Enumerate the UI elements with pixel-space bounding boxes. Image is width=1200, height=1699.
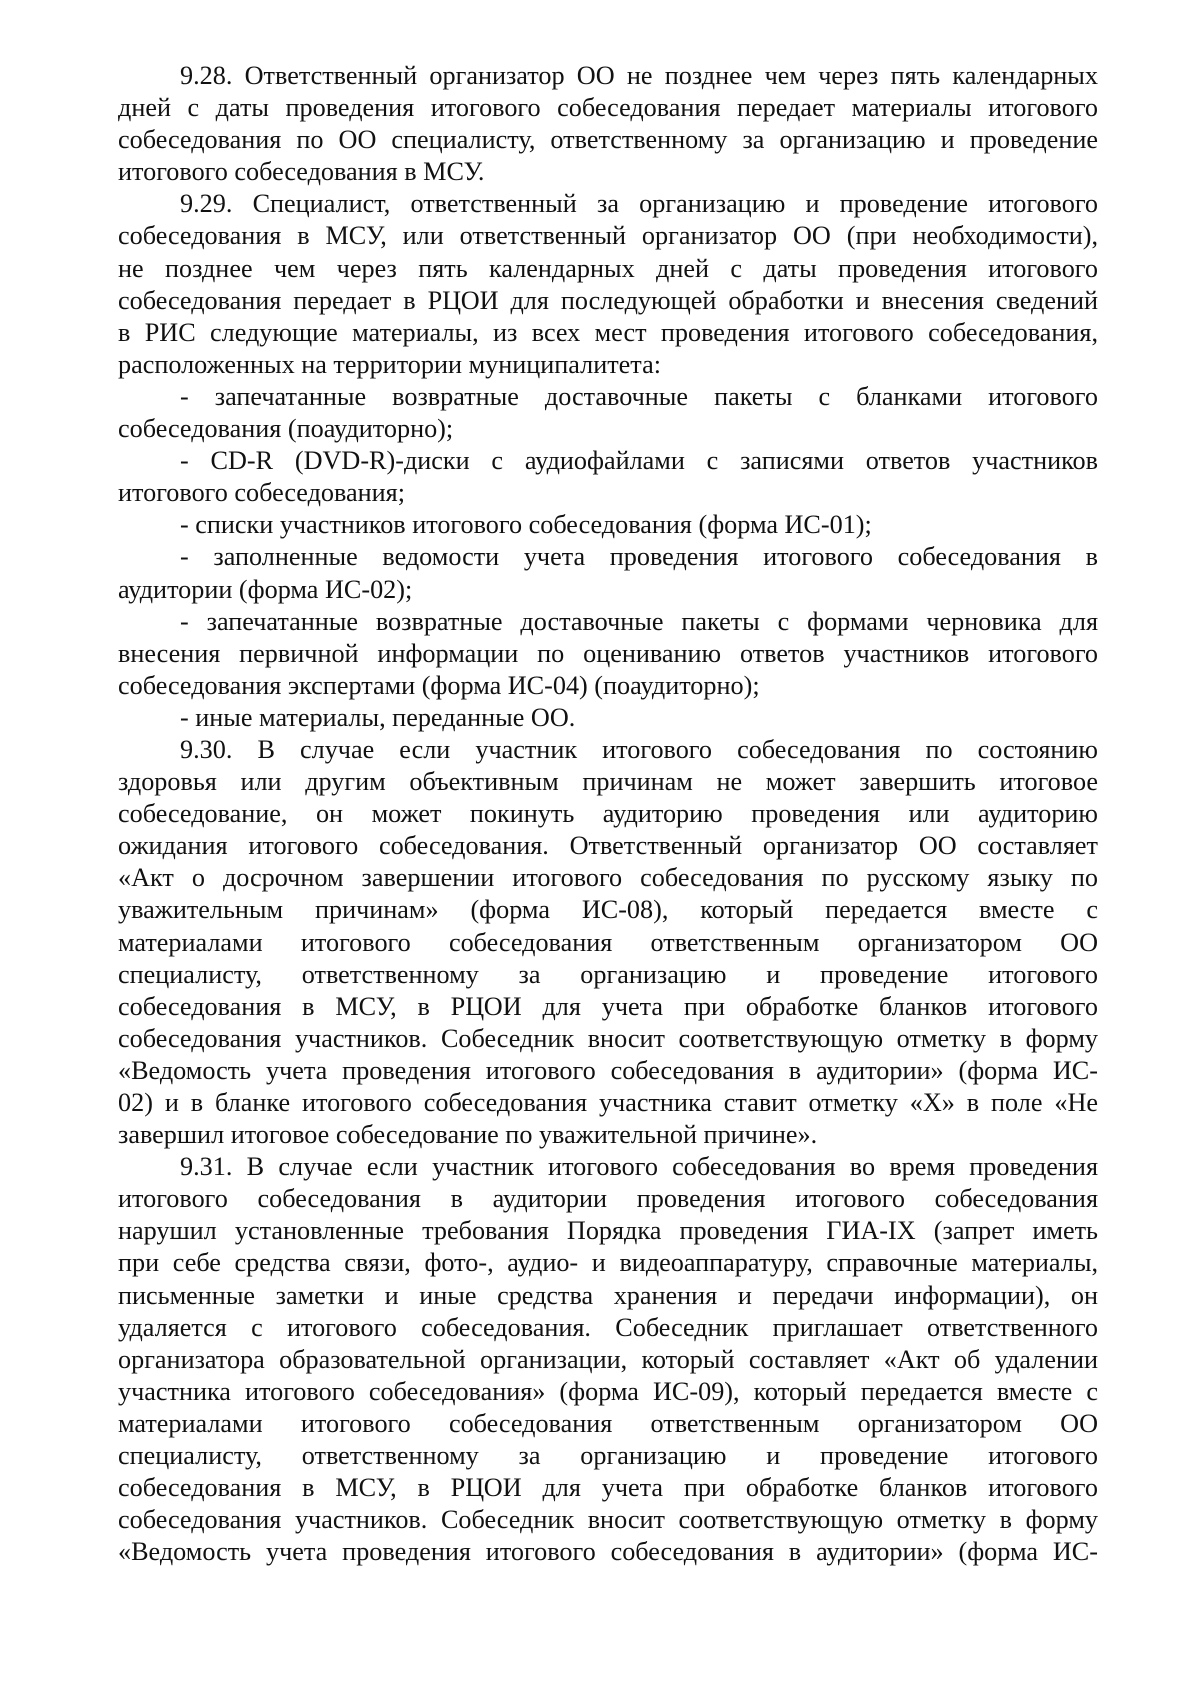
text-line: при себе средства связи, фото-, аудио- и видеоаппаратуру, справочные материалы, (118, 1248, 1098, 1278)
text-line: - заполненные ведомости учета проведения итогового собеседования в (180, 542, 1098, 572)
text-line: 9.28. Ответственный организатор ОО не позднее чем через пять календарных (180, 61, 1098, 90)
text-line: собеседования участников. Собеседник вносит соответствующую отметку в форму (118, 1023, 1098, 1053)
list-item (118, 445, 1098, 509)
text-line: материалами итогового собеседования ответственным организатором ОО (118, 927, 1098, 957)
document-page (118, 60, 1098, 1568)
text-line: 02) и в бланке итогового собеседования участника ставит отметку «Х» в поле «Не (118, 1088, 1098, 1117)
list-item (118, 541, 1098, 605)
text-line: удаляется с итогового собеседования. Собеседник приглашает ответственного (118, 1312, 1098, 1342)
text-line: в РИС следующие материалы, из всех мест проведения итогового собеседования, (118, 317, 1098, 347)
text-line: внесения первичной информации по оцениванию ответов участников итогового (118, 638, 1098, 668)
text-line: «Ведомость учета проведения итогового собеседования в аудитории» (форма ИС- (118, 1537, 1098, 1567)
text-line: собеседования экспертами (форма ИС-04) (поаудиторно); (118, 670, 760, 700)
text-line: расположенных на территории муниципалитета: (118, 349, 661, 379)
text-line: «Акт о досрочном завершении итогового собеседования по русскому языку по (118, 863, 1098, 893)
text-line: не позднее чем через пять календарных дней с даты проведения итогового (118, 253, 1098, 283)
text-line: специалисту, ответственному за организацию и проведение итогового (118, 1441, 1098, 1471)
paragraph-9-30 (118, 734, 1098, 1151)
text-line: - CD-R (DVD-R)-диски с аудиофайлами с записями ответов участников (180, 446, 1098, 476)
text-line: собеседование, он может покинуть аудиторию проведения или аудиторию (118, 799, 1098, 829)
text-line: письменные заметки и иные средства хранения и передачи информации), он (118, 1280, 1098, 1310)
text-line: материалами итогового собеседования ответственным организатором ОО (118, 1408, 1098, 1438)
text-line: - запечатанные возвратные доставочные пакеты с бланками итогового (180, 381, 1098, 411)
paragraph-9-29 (118, 188, 1098, 381)
text-line: собеседования (поаудиторно); (118, 414, 454, 444)
text-line: - запечатанные возвратные доставочные пакеты с формами черновика для (180, 606, 1098, 636)
text-line: специалисту, ответственному за организацию и проведение итогового (118, 959, 1098, 989)
text-line: завершил итоговое собеседование по уважительной причине». (118, 1120, 818, 1150)
list-item (118, 702, 1098, 734)
text-line: собеседования в МСУ, или ответственный организатор ОО (при необходимости), (118, 221, 1098, 251)
text-line: ожидания итогового собеседования. Ответственный организатор ОО составляет (118, 831, 1098, 861)
text-line: организатора образовательной организации, который составляет «Акт об удалении (118, 1344, 1098, 1374)
text-line: участника итогового собеседования» (форма ИС-09), который передается вместе с (118, 1376, 1098, 1406)
paragraph-9-31 (118, 1151, 1098, 1568)
list-item (118, 381, 1098, 445)
text-line: уважительным причинам» (форма ИС-08), который передается вместе с (118, 895, 1098, 925)
text-line: собеседования участников. Собеседник вносит соответствующую отметку в форму (118, 1505, 1098, 1535)
text-line: нарушил установленные требования Порядка проведения ГИА-IX (запрет иметь (118, 1216, 1098, 1246)
text-line: 9.30. В случае если участник итогового собеседования по состоянию (180, 734, 1098, 764)
text-line: итогового собеседования; (118, 478, 406, 508)
paragraph-9-28 (118, 60, 1098, 188)
text-line: - иные материалы, переданные ОО. (180, 702, 576, 732)
text-line: здоровья или другим объективным причинам не может завершить итоговое (118, 767, 1098, 797)
text-line: дней с даты проведения итогового собеседования передает материалы итогового (118, 93, 1098, 123)
text-line: итогового собеседования в аудитории проведения итогового собеседования (118, 1184, 1098, 1214)
text-line: 9.31. В случае если участник итогового собеседования во время проведения (180, 1152, 1098, 1182)
list-item (118, 509, 1098, 541)
text-line: - списки участников итогового собеседования (форма ИС-01); (180, 510, 872, 540)
list-item (118, 606, 1098, 702)
text-line: итогового собеседования в МСУ. (118, 157, 485, 187)
text-line: собеседования в МСУ, в РЦОИ для учета при обработке бланков итогового (118, 991, 1098, 1021)
text-line: «Ведомость учета проведения итогового собеседования в аудитории» (форма ИС- (118, 1055, 1098, 1085)
text-line: аудитории (форма ИС-02); (118, 574, 413, 604)
text-line: собеседования передает в РЦОИ для последующей обработки и внесения сведений (118, 285, 1098, 315)
text-line: собеседования в МСУ, в РЦОИ для учета при обработке бланков итогового (118, 1473, 1098, 1503)
text-line: собеседования по ОО специалисту, ответственному за организацию и проведение (118, 125, 1098, 155)
text-line: 9.29. Специалист, ответственный за организацию и проведение итогового (180, 189, 1098, 219)
